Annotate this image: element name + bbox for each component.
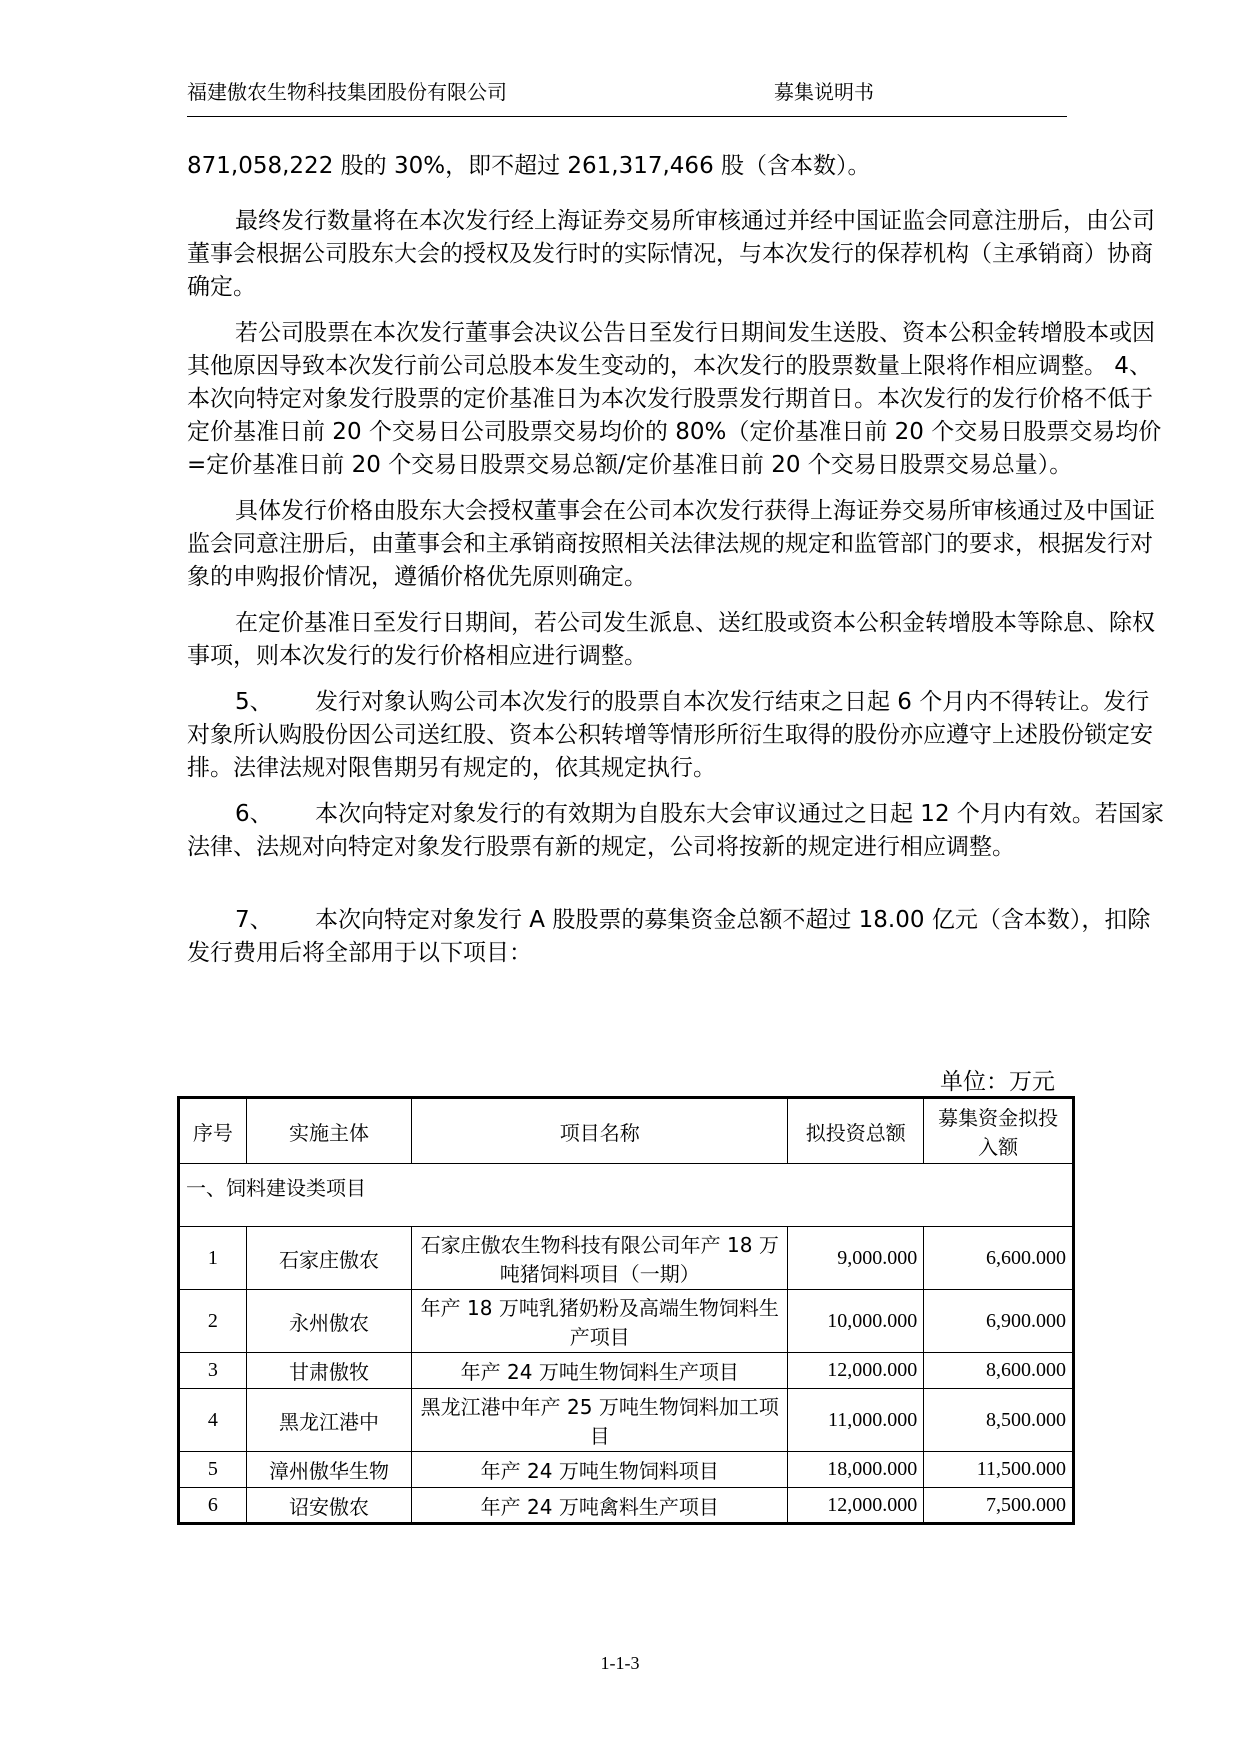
header-entity: 实施主体 <box>246 1098 411 1164</box>
page-number: 1-1-3 <box>600 1653 640 1673</box>
table-row <box>179 1290 1074 1353</box>
table-row <box>179 1389 1074 1452</box>
cell-raised: 11,500.000 <box>924 1452 1074 1488</box>
item-number: 7、 <box>235 907 273 933</box>
cell-seq: 2 <box>179 1290 247 1353</box>
cell-raised: 7,500.000 <box>924 1488 1074 1524</box>
cell-total: 12,000.000 <box>788 1353 924 1389</box>
cell-seq: 1 <box>179 1227 247 1290</box>
cell-total: 12,000.000 <box>788 1488 924 1524</box>
paragraph: 最终发行数量将在本次发行经上海证券交易所审核通过并经中国证监会同意注册后，由公司董事会根据公司股东大会的授权及发行时的实际情况，与本次发行的保荐机构（主承销商）协商确定。 <box>187 208 1155 300</box>
cell-entity: 诏安傲农 <box>246 1488 411 1524</box>
cell-total: 10,000.000 <box>788 1290 924 1353</box>
cell-project: 石家庄傲农生物科技有限公司年产 18 万吨猪饲料项目（一期） <box>412 1227 788 1290</box>
cell-raised: 6,900.000 <box>924 1290 1074 1353</box>
numbered-paragraph <box>187 798 1172 864</box>
cell-total: 9,000.000 <box>788 1227 924 1290</box>
paragraph: 871,058,222 股的 30%，即不超过 261,317,466 股（含本数）。 <box>187 153 871 179</box>
table-unit-label: 单位：万元 <box>940 1069 1055 1095</box>
item-number: 5、 <box>235 689 273 715</box>
document-body <box>187 150 1172 983</box>
header-project: 项目名称 <box>412 1098 788 1164</box>
cell-entity: 黑龙江港中 <box>246 1389 411 1452</box>
cell-entity: 甘肃傲牧 <box>246 1353 411 1389</box>
fund-allocation-table <box>177 1096 1075 1525</box>
table-header-row <box>179 1098 1074 1164</box>
cell-total: 11,000.000 <box>788 1389 924 1452</box>
paragraph: 具体发行价格由股东大会授权董事会在公司本次发行获得上海证券交易所审核通过及中国证监会同意注册后，由董事会和主承销商按照相关法律法规的规定和监管部门的要求，根据发行对象的申购报价情况，遵循价格优先原则确定。 <box>187 498 1155 590</box>
cell-project: 年产 18 万吨乳猪奶粉及高端生物饲料生产项目 <box>412 1290 788 1353</box>
cell-seq: 3 <box>179 1353 247 1389</box>
header-total: 拟投资总额 <box>788 1098 924 1164</box>
cell-project: 年产 24 万吨生物饲料生产项目 <box>412 1353 788 1389</box>
paragraph: 若公司股票在本次发行董事会决议公告日至发行日期间发生送股、资本公积金转增股本或因其他原因导致本次发行前公司总股本发生变动的，本次发行的股票数量上限将作相应调整。 4、本次向特定对象发行股票的定价基准日为本次发行股票发行期首日。本次发行的发行价格不低于定价基准日前 20 个交易日公司股票交易均价的 80%（定价基准日前 20 个交易日股票交易均价=定价基准日前 20 个交易日股票交易总额/定价基准日前 20 个交易日股票交易总量）。 <box>187 320 1162 478</box>
table-row <box>179 1488 1074 1524</box>
section-label: 一、饲料建设类项目 <box>179 1164 1074 1227</box>
cell-seq: 5 <box>179 1452 247 1488</box>
header-raised: 募集资金拟投入额 <box>924 1098 1074 1164</box>
table-section-row <box>179 1164 1074 1227</box>
paragraph: 在定价基准日至发行日期间，若公司发生派息、送红股或资本公积金转增股本等除息、除权事项，则本次发行的发行价格相应进行调整。 <box>187 610 1155 669</box>
item-number: 6、 <box>235 801 273 827</box>
paragraph-text: 本次向特定对象发行 A 股股票的募集资金总额不超过 18.00 亿元（含本数），扣除发行费用后将全部用于以下项目： <box>187 907 1151 966</box>
numbered-paragraph <box>187 904 1172 970</box>
numbered-paragraph <box>187 686 1172 785</box>
cell-entity: 漳州傲华生物 <box>246 1452 411 1488</box>
cell-project: 黑龙江港中年产 25 万吨生物饲料加工项目 <box>412 1389 788 1452</box>
table-row <box>179 1353 1074 1389</box>
company-name: 福建傲农生物科技集团股份有限公司 <box>187 80 507 104</box>
paragraph-text: 本次向特定对象发行的有效期为自股东大会审议通过之日起 12 个月内有效。若国家法律、法规对向特定对象发行股票有新的规定，公司将按新的规定进行相应调整。 <box>187 801 1164 860</box>
header-seq: 序号 <box>179 1098 247 1164</box>
cell-project: 年产 24 万吨生物饲料项目 <box>412 1452 788 1488</box>
page-header <box>187 76 1067 117</box>
cell-entity: 石家庄傲农 <box>246 1227 411 1290</box>
cell-raised: 8,600.000 <box>924 1353 1074 1389</box>
document-title: 募集说明书 <box>774 80 874 104</box>
cell-total: 18,000.000 <box>788 1452 924 1488</box>
cell-project: 年产 24 万吨禽料生产项目 <box>412 1488 788 1524</box>
cell-seq: 4 <box>179 1389 247 1452</box>
cell-seq: 6 <box>179 1488 247 1524</box>
table-row <box>179 1452 1074 1488</box>
cell-raised: 8,500.000 <box>924 1389 1074 1452</box>
cell-entity: 永州傲农 <box>246 1290 411 1353</box>
cell-raised: 6,600.000 <box>924 1227 1074 1290</box>
paragraph-text: 发行对象认购公司本次发行的股票自本次发行结束之日起 6 个月内不得转让。发行对象所认购股份因公司送红股、资本公积转增等情形所衍生取得的股份亦应遵守上述股份锁定安排。法律法规对限售期另有规定的，依其规定执行。 <box>187 689 1153 781</box>
table-row <box>179 1227 1074 1290</box>
